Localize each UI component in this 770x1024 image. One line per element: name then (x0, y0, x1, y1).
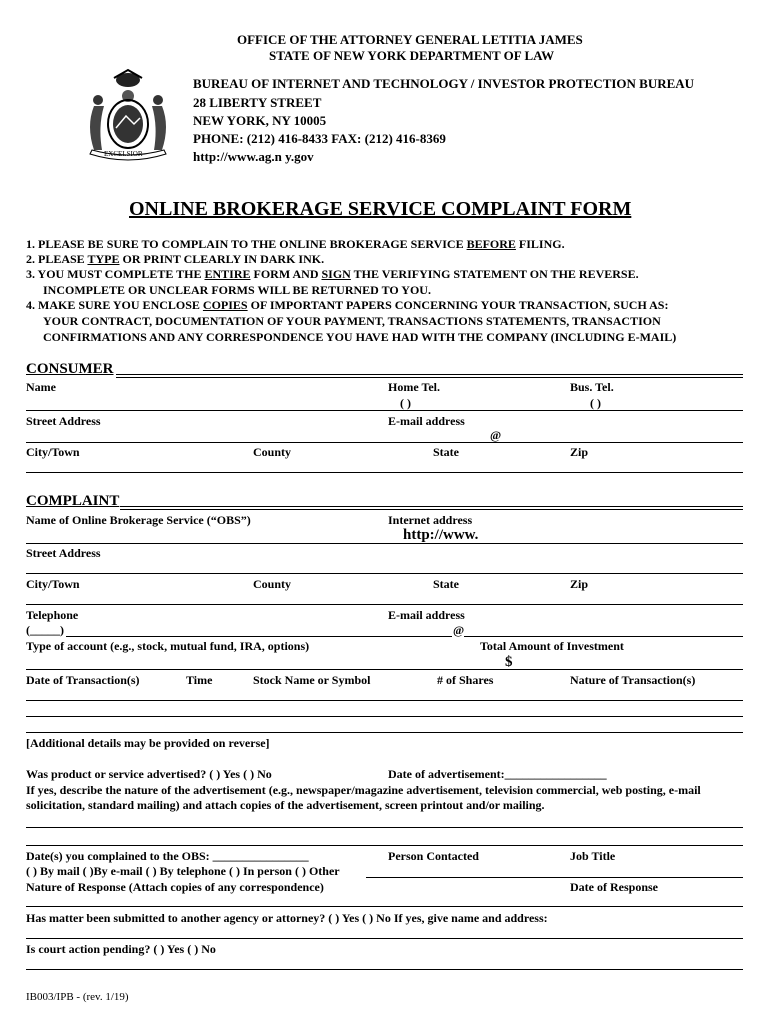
obs-telephone-field[interactable] (66, 636, 452, 637)
instruction-3: 3. YOU MUST COMPLETE THE ENTIRE FORM AND SIGN THE VERIFYING STATEMENT ON THE REVERSE. (26, 267, 639, 281)
consumer-county-label: County (253, 445, 292, 459)
obs-name-field[interactable] (26, 543, 743, 544)
consumer-email-at: @ (490, 428, 502, 442)
total-investment-dollar: $ (505, 654, 513, 670)
consumer-street-label: Street Address (26, 414, 101, 428)
consumer-bus-tel-label: Bus. Tel. (570, 380, 614, 394)
submitted-question[interactable]: Has matter been submitted to another agency or attorney? ( ) Yes ( ) No If yes, give name and address: (26, 911, 548, 925)
instruction-4: 4. MAKE SURE YOU ENCLOSE COPIES OF IMPORTANT PAPERS CONCERNING YOUR TRANSACTION, SUCH AS: (26, 298, 669, 312)
obs-email-field[interactable] (464, 636, 743, 637)
consumer-city-label: City/Town (26, 445, 80, 459)
person-contacted-label: Person Contacted (388, 849, 479, 863)
bureau-street: 28 LIBERTY STREET (193, 95, 322, 110)
time-label: Time (186, 673, 213, 687)
obs-state-label: State (433, 577, 459, 591)
transaction-row-1[interactable] (26, 700, 743, 701)
shares-label: # of Shares (437, 673, 494, 687)
advertisement-field-1[interactable] (26, 827, 743, 828)
consumer-section-rule (116, 374, 743, 378)
advertised-question[interactable]: Was product or service advertised? ( ) Yes ( ) No (26, 767, 272, 781)
complaint-section-rule (120, 506, 743, 510)
advertisement-date[interactable]: Date of advertisement:_________________ (388, 767, 607, 781)
consumer-zip-label: Zip (570, 445, 589, 459)
instruction-3-line-2: INCOMPLETE OR UNCLEAR FORMS WILL BE RETURNED TO YOU. (43, 283, 431, 297)
account-type-label: Type of account (e.g., stock, mutual fund, IRA, options) (26, 639, 310, 653)
contact-methods[interactable]: ( ) By mail ( )By e-mail ( ) By telephone ( ) In person ( ) Other (26, 864, 340, 878)
instruction-1: 1. PLEASE BE SURE TO COMPLAIN TO THE ONLINE BROKERAGE SERVICE BEFORE FILING. (26, 237, 565, 251)
consumer-name-field[interactable] (26, 410, 743, 411)
advertisement-description-line-2: solicitation, standard mailing) and attach copies of the advertisement, screen printout and/or mailing. (26, 798, 545, 812)
transaction-row-2[interactable] (26, 716, 743, 717)
account-type-field[interactable] (26, 669, 743, 670)
dates-complained[interactable]: Date(s) you complained to the OBS: ________________ (26, 849, 309, 863)
job-title-label: Job Title (570, 849, 616, 863)
consumer-section-title: CONSUMER (26, 361, 114, 377)
obs-internet-label: Internet address (388, 513, 473, 527)
obs-city-field[interactable] (26, 604, 743, 605)
advertisement-description-line-1: If yes, describe the nature of the advertisement (e.g., newspaper/magazine advertisement, television commercial, web posting, e-mail (26, 783, 701, 797)
court-action-question[interactable]: Is court action pending? ( ) Yes ( ) No (26, 942, 216, 956)
court-action-field[interactable] (26, 969, 743, 970)
consumer-home-tel-paren: ( ) (400, 396, 411, 410)
person-contacted-field[interactable] (366, 877, 743, 878)
obs-city-label: City/Town (26, 577, 80, 591)
instruction-2: 2. PLEASE TYPE OR PRINT CLEARLY IN DARK INK. (26, 252, 325, 266)
obs-telephone-paren: (_____) (26, 623, 64, 637)
office-line-2: STATE OF NEW YORK DEPARTMENT OF LAW (269, 48, 555, 63)
obs-email-at: @ (453, 623, 465, 637)
form-revision-footer: IB003/IPB - (rev. 1/19) (26, 991, 129, 1003)
transaction-row-3[interactable] (26, 732, 743, 733)
obs-street-label: Street Address (26, 546, 101, 560)
total-investment-label: Total Amount of Investment (480, 639, 624, 653)
obs-telephone-label: Telephone (26, 608, 79, 622)
instruction-4-line-2: YOUR CONTRACT, DOCUMENTATION OF YOUR PAYMENT, TRANSACTIONS STATEMENTS, TRANSACTION (43, 314, 661, 328)
consumer-name-label: Name (26, 380, 56, 394)
obs-street-field[interactable] (26, 573, 743, 574)
nature-response-label: Nature of Response (Attach copies of any correspondence) (26, 880, 324, 894)
complaint-section-title: COMPLAINT (26, 493, 120, 509)
consumer-state-label: State (433, 445, 459, 459)
instruction-4-line-3: CONFIRMATIONS AND ANY CORRESPONDENCE YOU HAVE HAD WITH THE COMPANY (INCLUDING E-MAIL) (43, 330, 677, 344)
nature-response-field[interactable] (26, 906, 743, 907)
additional-details-note: [Additional details may be provided on reverse] (26, 736, 270, 750)
date-response-label: Date of Response (570, 880, 658, 894)
nature-transaction-label: Nature of Transaction(s) (570, 673, 696, 687)
obs-url-prefix: http://www. (403, 527, 479, 543)
obs-county-label: County (253, 577, 292, 591)
obs-zip-label: Zip (570, 577, 589, 591)
bureau-city: NEW YORK, NY 10005 (193, 113, 327, 128)
date-transaction-label: Date of Transaction(s) (26, 673, 140, 687)
stock-symbol-label: Stock Name or Symbol (253, 673, 371, 687)
consumer-street-field[interactable] (26, 442, 743, 443)
bureau-website: http://www.ag.n y.gov (193, 149, 314, 164)
advertisement-field-2[interactable] (26, 845, 743, 846)
seal-motto: EXCELSIOR (104, 150, 143, 158)
form-title: ONLINE BROKERAGE SERVICE COMPLAINT FORM (129, 198, 632, 220)
consumer-city-field[interactable] (26, 472, 743, 473)
consumer-bus-tel-paren: ( ) (590, 396, 601, 410)
bureau-phone-fax: PHONE: (212) 416-8433 FAX: (212) 416-8369 (193, 131, 446, 146)
submitted-field[interactable] (26, 938, 743, 939)
consumer-home-tel-label: Home Tel. (388, 380, 441, 394)
bureau-name: BUREAU OF INTERNET AND TECHNOLOGY / INVESTOR PROTECTION BUREAU (193, 76, 695, 91)
obs-email-label: E-mail address (388, 608, 465, 622)
consumer-email-label: E-mail address (388, 414, 465, 428)
office-line-1: OFFICE OF THE ATTORNEY GENERAL LETITIA JAMES (237, 32, 583, 47)
obs-name-label: Name of Online Brokerage Service (“OBS”) (26, 513, 251, 527)
